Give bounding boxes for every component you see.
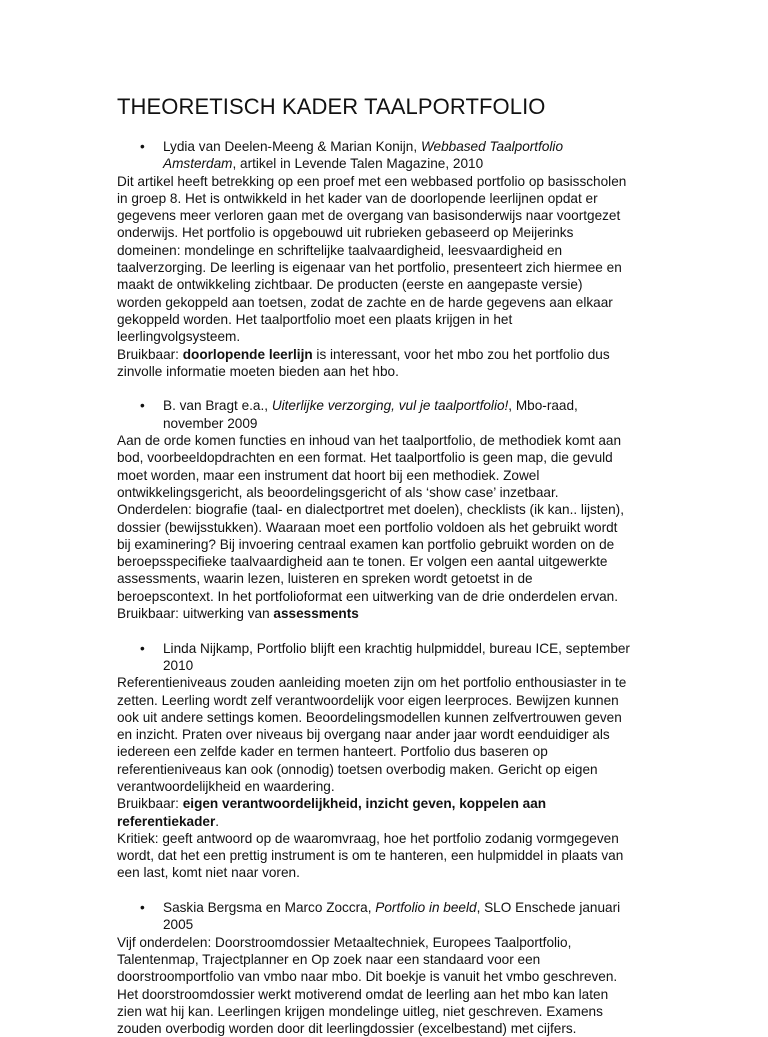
section-bergsma: [117, 899, 657, 1037]
paragraph-line: moet worden, maar een instrument dat hoort bij een methodiek. Zowel: [117, 467, 540, 483]
paragraph-line: worden gekoppeld aan toetsen, zodat de zachte en de harde gegevens aan elkaar: [117, 294, 613, 310]
spacer: [117, 380, 657, 397]
paragraph-line: zetten. Leerling wordt zelf verantwoordelijk voor eigen leerproces. Bewijzen kunnen: [117, 692, 619, 708]
bullet-icon: •: [140, 139, 145, 154]
kritiek-line: wordt, dat het een prettig instrument is om te hanteren, een hulpmiddel in plaats van: [117, 848, 624, 864]
reference-text: Lydia van Deelen-Meeng & Marian Konijn,: [163, 139, 421, 154]
paragraph-line: assessments, waarin lezen, luisteren en spreken wordt getoetst in de: [117, 571, 533, 587]
spacer: [117, 622, 657, 639]
bruikbaar-line: [117, 795, 657, 812]
reference-text: , Mbo-raad,: [508, 398, 578, 414]
bruikbaar-label: Bruikbaar: uitwerking van: [117, 606, 274, 622]
bruikbaar-highlight: doorlopende leerlijn: [182, 346, 313, 362]
paragraph-line: dossier (bewijsstukken). Waaraan moet een portfolio voldoen als het gebruikt wordt: [117, 519, 618, 535]
paragraph-line: bod, voorbeeldopdrachten en een format. Het taalportfolio is geen map, die gevuld: [117, 450, 613, 466]
bullet-icon: •: [140, 640, 145, 656]
paragraph-line: domeinen: mondelinge en schriftelijke taalvaardigheid, leesvaardigheid en: [117, 242, 563, 258]
bruikbaar-line: [117, 813, 657, 830]
reference-text: Saskia Bergsma en Marco Zoccra,: [163, 900, 376, 916]
reference-title: Amsterdam: [163, 156, 233, 172]
paragraph-line: gekoppeld worden. Het taalportfolio moet een plaats krijgen in het: [117, 311, 513, 327]
paragraph-line: Referentieniveaus zouden aanleiding moeten zijn om het portfolio enthousiaster in te: [117, 675, 627, 691]
reference-text: 2005: [163, 917, 194, 933]
reference-line: [117, 397, 657, 414]
paragraph-line: zinvolle informatie moeten bieden aan het hbo.: [117, 363, 399, 379]
paragraph-line: iedereen een zelfde kader en termen hanteert. Portfolio dus baseren op: [117, 744, 548, 760]
kritiek-line: een last, komt niet naar voren.: [117, 865, 300, 881]
paragraph-line: gegevens meer verloren gaan met de overgang van basisonderwijs naar voortgezet: [117, 208, 621, 224]
bruikbaar-label: Bruikbaar:: [117, 796, 183, 812]
paragraph-line: Vijf onderdelen: Doorstroomdossier Metaaltechniek, Europees Taalportfolio,: [117, 934, 572, 950]
reference-line: [117, 415, 657, 432]
reference-text: november 2009: [163, 415, 258, 431]
bruikbaar-highlight: eigen verantwoordelijkheid, inzicht geven, koppelen aan: [182, 796, 547, 812]
reference-line: [117, 657, 657, 674]
paragraph-line: onderwijs. Het portfolio is opgebouwd uit rubrieken gebaseerd op Meijerinks: [117, 225, 574, 241]
reference-text: B. van Bragt e.a.,: [163, 398, 272, 414]
section-nijkamp: [117, 640, 657, 899]
bruikbaar-line: [117, 346, 657, 363]
paragraph-line: Aan de orde komen functies en inhoud van het taalportfolio, de methodiek komt aan: [117, 433, 622, 449]
reference-line: [117, 899, 657, 916]
reference-text: Linda Nijkamp, Portfolio blijft een krachtig hulpmiddel, bureau ICE, september: [163, 640, 630, 656]
bullet-icon: •: [140, 398, 145, 414]
kritiek-line: Kritiek: geeft antwoord op de waaromvraag, hoe het portfolio zodanig vormgegeven: [117, 830, 619, 846]
spacer: [117, 882, 657, 899]
paragraph-line: beroepsspecifieke taalvaardigheid aan te tonen. Er volgen een aantal uitgewerkte: [117, 554, 608, 570]
paragraph-line: Talentenmap, Trajectplanner en Op zoek naar een standaard voor een: [117, 951, 541, 967]
page-title: THEORETISCH KADER TAALPORTFOLIO: [117, 94, 546, 119]
section-van-bragt: [117, 397, 657, 639]
reference-title: Portfolio in beeld: [375, 900, 477, 916]
paragraph-line: bij examinering? Bij invoering centraal examen kan portfolio gebruikt worden on de: [117, 536, 615, 552]
paragraph-line: Dit artikel heeft betrekking op een proef met een webbased portfolio op basisscholen: [117, 173, 627, 189]
paragraph-line: Het doorstroomdossier werkt motiverend omdat de leerling aan het mbo kan laten: [117, 986, 609, 1002]
paragraph-line: maakt de ontwikkeling zichtbaar. De producten (eerste en aangepaste versie): [117, 277, 583, 293]
paragraph-line: in groep 8. Het is ontwikkeld in het kader van de doorlopende leerlijnen opdat er: [117, 190, 598, 206]
paragraph-line: ontwikkelingsgericht, als beoordelingsgericht of als ‘show case’ inzetbaar.: [117, 484, 559, 500]
paragraph-line: en inzicht. Praten over niveaus bij overgang naar ander jaar wordt eenduidiger als: [117, 727, 610, 743]
reference-line: [117, 138, 657, 155]
reference-title: Webbased Taalportfolio: [420, 139, 564, 154]
bullet-icon: •: [140, 900, 145, 916]
reference-line: [117, 155, 657, 172]
paragraph-line: Onderdelen: biografie (taal- en dialectportret met doelen), checklists (ik kan.. lijsten),: [117, 502, 624, 518]
reference-text: 2010: [163, 657, 194, 673]
document-body: [117, 138, 657, 1037]
paragraph-line: beroepscontext. In het portfolioformat een uitwerking van de drie onderdelen ervan.: [117, 588, 619, 604]
reference-line: [117, 916, 657, 933]
paragraph-line: zouden overbodig worden door dit leerlingdossier (excelbestand) met cijfers.: [117, 1021, 577, 1037]
paragraph-line: taalverzorging. De leerling is eigenaar van het portfolio, presenteert zich hiermee en: [117, 260, 622, 276]
paragraph-line: verantwoordelijkheid en waardering.: [117, 778, 335, 794]
paragraph-line: doorstroomportfolio van vmbo naar mbo. Dit boekje is vanuit het vmbo geschreven.: [117, 969, 618, 985]
bruikbaar-label: Bruikbaar:: [117, 346, 183, 362]
section-van-deelen: [117, 138, 657, 397]
paragraph-line: referentieniveaus kan ook (onnodig) toetsen overbodig maken. Gericht op eigen: [117, 761, 598, 777]
bruikbaar-highlight: referentiekader: [117, 813, 216, 829]
bruikbaar-line: [117, 605, 657, 622]
bruikbaar-text: is interessant, voor het mbo zou het portfolio dus: [312, 346, 610, 362]
reference-title: Uiterlijke verzorging, vul je taalportfolio!: [271, 398, 509, 414]
bruikbaar-highlight: assessments: [273, 606, 359, 622]
reference-text: , SLO Enschede januari: [476, 900, 621, 916]
paragraph-line: leerlingvolgsysteem.: [117, 329, 241, 345]
bruikbaar-text: .: [215, 813, 220, 829]
paragraph-line: zien wat hij kan. Leerlingen krijgen mondelinge uitleg, niet geschreven. Examens: [117, 1003, 603, 1019]
reference-line: [117, 640, 657, 657]
paragraph-line: ook uit andere settings komen. Beoordelingsmodellen kunnen zelfvertrouwen geven: [117, 709, 622, 725]
reference-text: , artikel in Levende Talen Magazine, 2010: [232, 156, 484, 172]
